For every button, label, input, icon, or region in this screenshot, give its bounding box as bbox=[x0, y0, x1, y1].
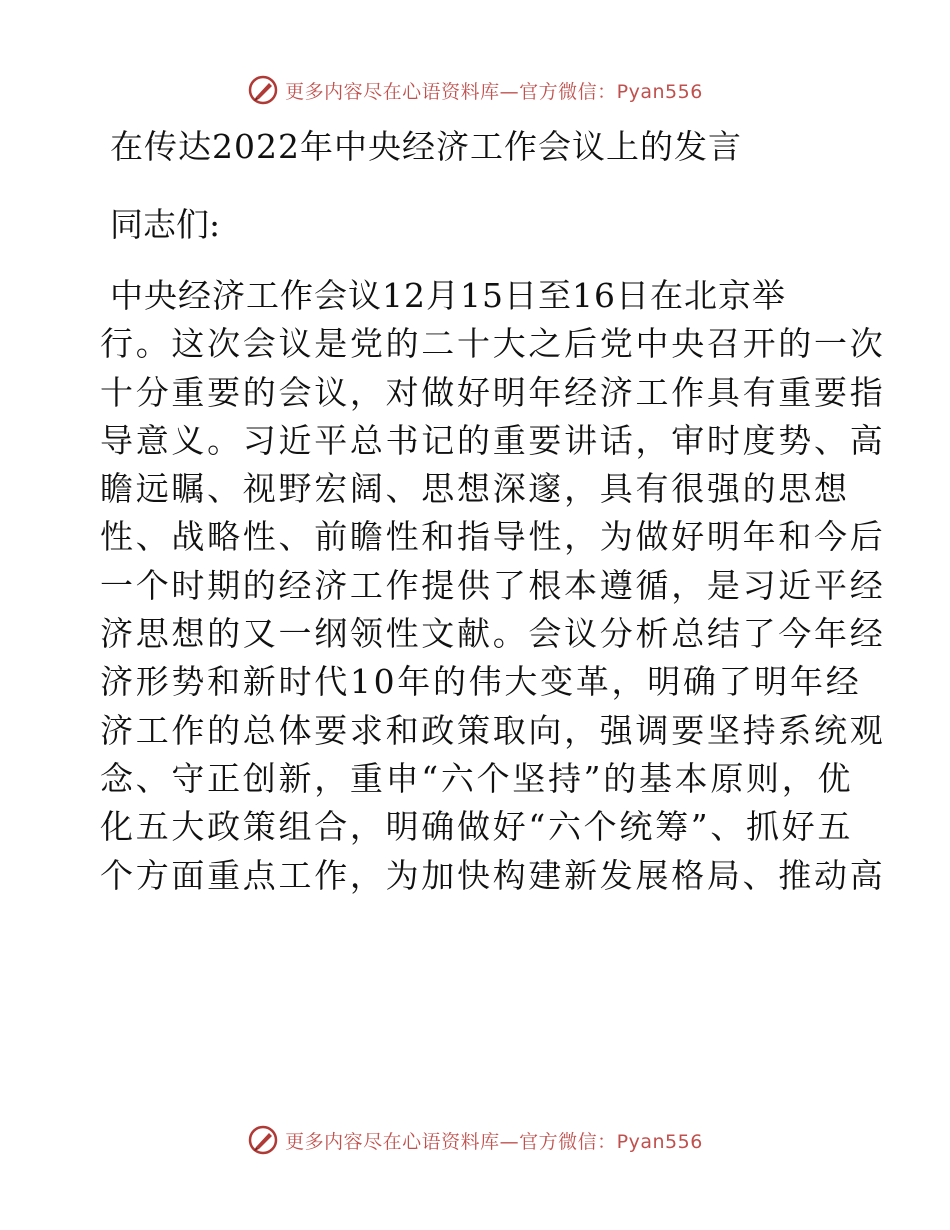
header-banner bbox=[0, 70, 950, 110]
body-line: 行。这次会议是党的二十大之后党中央召开的一次 bbox=[100, 324, 886, 364]
body-line: 济思想的又一纲领性文献。会议分析总结了今年经 bbox=[100, 614, 886, 654]
pen-circle-logo-icon bbox=[247, 1124, 279, 1156]
body-line: 中央经济工作会议12月15日至16日在北京举 bbox=[110, 276, 786, 315]
body-line: 性、战略性、前瞻性和指导性，为做好明年和今后 bbox=[100, 517, 886, 557]
page-title: 在传达2022年中央经济工作会议上的发言 bbox=[110, 127, 742, 166]
pen-circle-logo-icon bbox=[247, 74, 279, 106]
body-line: 十分重要的会议，对做好明年经济工作具有重要指 bbox=[100, 372, 886, 412]
body-line: 化五大政策组合，明确做好“六个统筹”、抓好五 bbox=[100, 807, 854, 847]
body-line: 导意义。习近平总书记的重要讲话，审时度势、高 bbox=[100, 420, 886, 460]
body-line: 个方面重点工作，为加快构建新发展格局、推动高 bbox=[100, 855, 886, 895]
body-line: 济工作的总体要求和政策取向，强调要坚持系统观 bbox=[100, 710, 886, 750]
body-line: 济形势和新时代10年的伟大变革，明确了明年经 bbox=[100, 662, 862, 702]
body-line: 一个时期的经济工作提供了根本遵循，是习近平经 bbox=[100, 565, 886, 605]
body-line: 念、守正创新，重申“六个坚持”的基本原则，优 bbox=[100, 758, 854, 798]
body-paragraph bbox=[100, 272, 886, 900]
header-banner-text: 更多内容尽在心语资料库—官方微信：Pyan556 bbox=[285, 80, 703, 103]
footer-banner bbox=[0, 1120, 950, 1160]
footer-banner-text: 更多内容尽在心语资料库—官方微信：Pyan556 bbox=[285, 1130, 703, 1153]
greeting: 同志们: bbox=[110, 205, 221, 244]
body-line: 瞻远瞩、视野宏阔、思想深邃，具有很强的思想 bbox=[100, 469, 850, 509]
